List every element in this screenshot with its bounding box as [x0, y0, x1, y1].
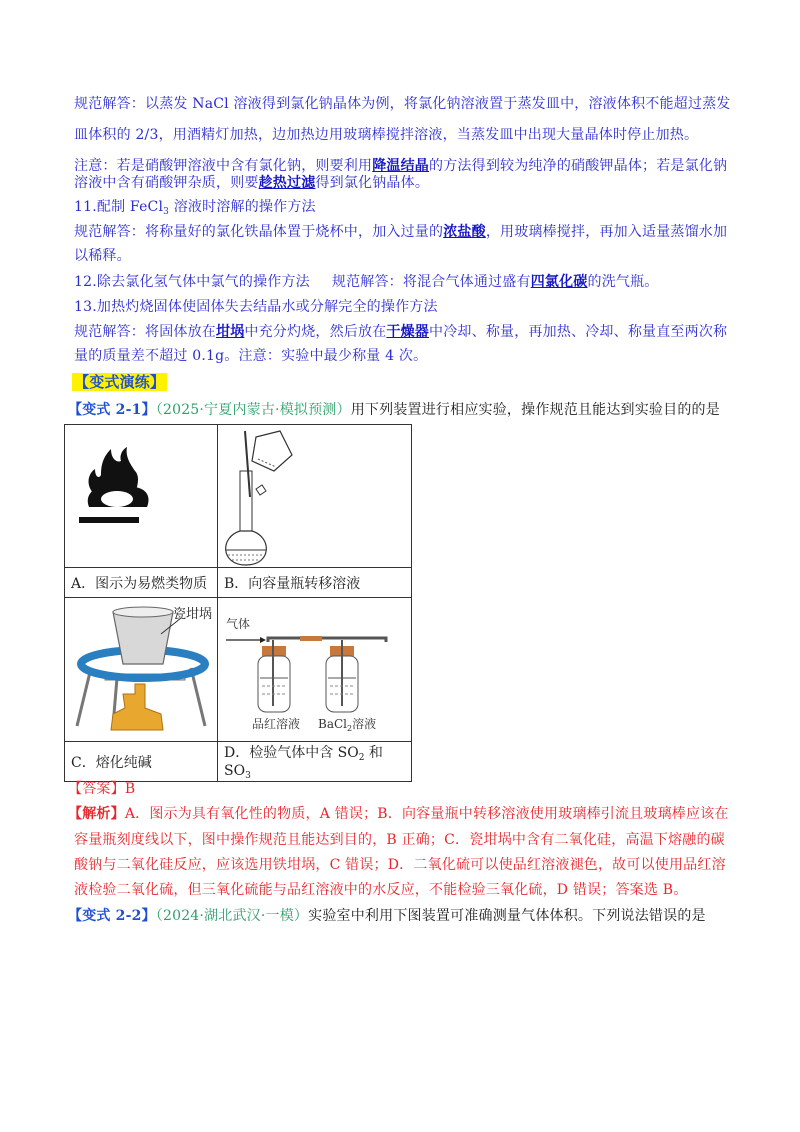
q1-answer — [68, 779, 135, 799]
option-a-figure-cell — [65, 425, 218, 568]
option-a-caption: A．图示为易燃类物质 — [65, 568, 218, 598]
question-label: 【变式 2-1】 — [68, 402, 156, 418]
option-b-caption: B．向容量瓶转移溶液 — [218, 568, 412, 598]
answer-label: 【答案】 — [68, 781, 125, 797]
question-source: （2024·湖北武汉·一模） — [155, 908, 309, 924]
item11-answer-line2 — [74, 246, 131, 266]
option-d-figure-cell — [218, 598, 412, 742]
keyword-cooling-crystallization: 降温结晶 — [372, 158, 430, 174]
question-source: （2025·宁夏内蒙古·模拟预测） — [155, 402, 351, 418]
question-stem: 实验室中利用下图装置可准确测量气体体积。下列说法错误的是 — [308, 908, 706, 924]
text: 注意：若是硝酸钾溶液中含有氯化钠，则要利用 — [74, 158, 373, 174]
q1-stem — [68, 400, 720, 420]
text: D．检验气体中含 SO — [224, 745, 359, 761]
subscript: 2 — [358, 753, 365, 763]
crucible-label: 瓷坩埚 — [173, 607, 213, 622]
text: 溶液中含有硝酸钾杂质，则要 — [74, 175, 259, 191]
text: A．图示为具有氧化性的物质，A 错误；B．向容量瓶中转移溶液使用玻璃棒引流且玻璃棒应该在 — [124, 806, 729, 822]
item13-answer-line2 — [74, 346, 427, 366]
text: 液检验二氧化硫，但三氧化硫能与品红溶液中的水反应，不能检验三氧化硫，D 错误；答案选 B。 — [74, 882, 688, 898]
options-table — [64, 424, 412, 782]
keyword-crucible: 坩埚 — [216, 324, 245, 340]
text: 规范解答：将混合气体通过盛有 — [331, 274, 531, 290]
q1-analysis-line4 — [74, 880, 687, 900]
subscript: 3 — [245, 771, 251, 781]
evaporation-answer-line1 — [74, 94, 730, 114]
evaporation-answer-line2 — [74, 125, 698, 145]
subscript: 3 — [163, 207, 170, 217]
q1-analysis-line2 — [74, 830, 725, 850]
text: 的洗气瓶。 — [587, 274, 659, 290]
q1-analysis-line1 — [68, 804, 729, 824]
analysis-label: 【解析】 — [68, 806, 125, 822]
question-label: 【变式 2-2】 — [68, 908, 156, 924]
practice-heading — [72, 372, 167, 392]
item11-answer-line1 — [74, 222, 727, 242]
gas-label: 气体 — [226, 617, 251, 631]
item13-title — [74, 297, 438, 317]
bottle2-label: BaCl$_2$溶液 — [318, 717, 377, 733]
heading-text: 【变式演练】 — [74, 373, 166, 391]
text: 溶液时溶解的操作方法 — [169, 199, 316, 215]
keyword-ccl4: 四氯化碳 — [530, 274, 588, 290]
question-stem: 用下列装置进行相应实验，操作规范且能达到实验目的的是 — [350, 402, 720, 418]
text: 容量瓶刻度线以下，图中操作规范且能达到目的，B 正确；C．瓷坩埚中含有二氧化硅，高温下熔融的碳 — [74, 832, 725, 848]
option-d-caption — [218, 742, 412, 782]
keyword-desiccator: 干燥器 — [386, 324, 430, 340]
item12 — [74, 272, 659, 292]
text: 得到氯化钠晶体。 — [315, 175, 430, 191]
option-c-caption: C．熔化纯碱 — [65, 742, 218, 782]
keyword-conc-hcl: 浓盐酸 — [443, 224, 486, 240]
text: 13.加热灼烧固体使固体失去结晶水或分解完全的操作方法 — [74, 299, 438, 315]
text: 规范解答：以蒸发 NaCl 溶液得到氯化钠晶体为例，将氯化钠溶液置于蒸发皿中，溶液体积不能超过蒸发 — [74, 96, 731, 112]
text: 酸钠与二氧化硅反应，应该选用铁坩埚，C 错误；D．二氧化硫可以使品红溶液褪色，故可以使用品红溶 — [74, 857, 726, 873]
keyword-hot-filtration: 趁热过滤 — [258, 175, 316, 191]
bottle1-label: 品红溶液 — [252, 717, 301, 731]
crucible-tripod-figure — [65, 598, 217, 741]
flammable-icon — [65, 425, 217, 567]
text: 规范解答：将固体放在 — [74, 324, 216, 340]
text: 中充分灼烧，然后放在 — [244, 324, 387, 340]
item12-title: 12.除去氯化氢气体中氯气的操作方法 — [74, 274, 310, 290]
option-c-figure-cell — [65, 598, 218, 742]
q2-stem — [68, 906, 706, 926]
text: 和 SO — [224, 745, 383, 779]
item13-answer-line1 — [74, 322, 727, 342]
gas-wash-bottles-figure — [218, 598, 411, 741]
text: ，用玻璃棒搅拌，再加入适量蒸馏水加 — [485, 224, 728, 240]
item11-title — [74, 197, 316, 222]
note-line2 — [74, 173, 429, 193]
answer-value: B — [124, 781, 136, 797]
text: 以稀释。 — [74, 248, 131, 264]
text: 规范解答：将称量好的氯化铁晶体置于烧杯中，加入过量的 — [74, 224, 444, 240]
text: 量的质量差不超过 0.1g。注意：实验中最少称量 4 次。 — [74, 348, 428, 364]
text: 11.配制 FeCl — [74, 199, 164, 215]
text: 皿体积的 2/3，用酒精灯加热，边加热边用玻璃棒搅拌溶液，当蒸发皿中出现大量晶体时停止加热。 — [74, 127, 699, 143]
text: 的方法得到较为纯净的硝酸钾晶体；若是氯化钠 — [429, 158, 728, 174]
text: 中冷却、称量，再加热、冷却、称量直至两次称 — [429, 324, 728, 340]
volumetric-flask-transfer-figure — [218, 425, 411, 567]
option-b-figure-cell — [218, 425, 412, 568]
q1-analysis-line3 — [74, 855, 726, 875]
